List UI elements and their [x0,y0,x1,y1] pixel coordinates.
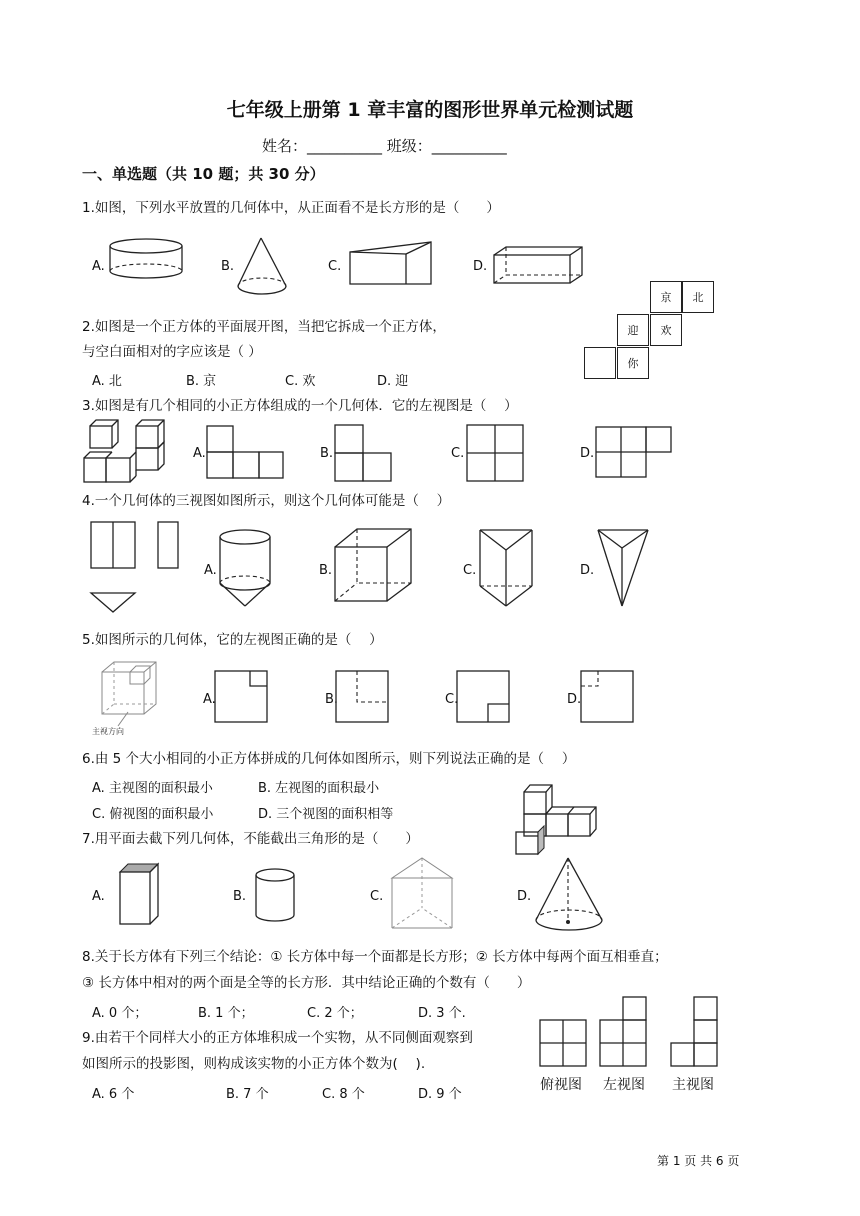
net-cell: 欢 [650,314,682,346]
q2-option-a: A. 北 [92,374,122,389]
q2-option-c: C. 欢 [285,374,316,389]
q4-pyramid [596,528,652,610]
q7-option-b: B. [233,889,247,904]
q7-option-a: A. [92,889,105,904]
q4-option-d: D. [580,563,595,578]
q9-stem-line1: 9.由若干个同样大小的正方体堆积成一个实物，从不同侧面观察到 [82,1030,473,1046]
q5-option-d: D. [567,692,582,707]
net-cell: 北 [682,281,714,313]
q8-option-d: D. 3 个. [418,1006,466,1021]
q3-cubes-figure [82,418,172,488]
q5-view-b [335,670,391,724]
q5-view-a [214,670,270,724]
q2-option-b: B. 京 [186,374,217,389]
q9-stem-line2: 如图所示的投影图，则构成该实物的小正方体个数为( ). [82,1056,426,1072]
q8-stem-line2: ③ 长方体中相对的两个面是全等的长方形．其中结论正确的个数有（ ） [82,975,531,991]
q7-option-c: C. [370,889,384,904]
q6-option-d: D. 三个视图的面积相等 [258,807,394,822]
q9-option-d: D. 9 个 [418,1087,462,1102]
q5-view-d [580,670,636,724]
q7-cylinder [254,868,300,926]
q3-option-d: D. [580,446,595,461]
q4-option-b: B. [319,563,333,578]
q1-cylinder-figure [108,238,188,288]
q5-option-a: A. [203,692,216,707]
q1-option-c: C. [328,259,342,274]
q3-view-a [206,425,286,481]
q4-triangular-prism [478,528,538,610]
q3-view-d [595,426,675,480]
q4-three-views [88,520,184,615]
q9-projection-views [538,992,723,1070]
q8-option-b: B. 1 个； [198,1006,254,1021]
q5-view-direction-caption: 主视方向 [92,727,124,736]
q6-stem: 6.由 5 个大小相同的小正方体拼成的几何体如图所示，则下列说法正确的是（ ） [82,751,576,767]
q6-option-a: A. 主视图的面积最小 [92,781,213,796]
q1-option-d: D. [473,259,488,274]
q4-option-c: C. [463,563,477,578]
q9-option-c: C. 8 个 [322,1087,365,1102]
q1-cone-figure [236,236,296,300]
q7-cuboid [114,860,164,930]
q1-option-a: A. [92,259,105,274]
q9-option-a: A. 6 个 [92,1087,135,1102]
q7-triangular-prism [388,856,460,936]
net-cell-blank [584,347,616,379]
q1-stem: 1.如图，下列水平放置的几何体中，从正面看不是长方形的是（ ） [82,200,500,216]
q8-option-a: A. 0 个； [92,1006,148,1021]
section-heading: 一、单选题（共 10 题；共 30 分） [82,165,325,183]
net-cell: 你 [617,347,649,379]
q5-figure [96,656,166,726]
q1-prism-figure [346,240,436,290]
q2-option-d: D. 迎 [377,374,409,389]
q9-front-view-label: 主视图 [672,1077,714,1093]
q3-option-c: C. [451,446,465,461]
q4-cylinder-cone [215,528,285,610]
q7-stem: 7.用平面去截下列几何体，不能截出三角形的是（ ） [82,831,419,847]
q5-option-b: B. [325,692,339,707]
q3-option-a: A. [193,446,206,461]
q2-stem-line2: 与空白面相对的字应该是（ ） [82,344,262,360]
q9-top-view-label: 俯视图 [540,1077,582,1093]
q6-option-b: B. 左视图的面积最小 [258,781,380,796]
name-class-line: 姓名：__________ 班级：__________ [262,137,507,155]
page-number: 第 1 页 共 6 页 [657,1154,740,1168]
q4-cube [333,527,423,607]
q1-cuboid-figure [492,245,587,287]
q4-stem: 4.一个几何体的三视图如图所示，则这个几何体可能是（ ） [82,493,451,509]
q6-option-c: C. 俯视图的面积最小 [92,807,214,822]
q9-option-b: B. 7 个 [226,1087,269,1102]
q9-left-view-label: 左视图 [603,1077,645,1093]
page-title: 七年级上册第 1 章丰富的图形世界单元检测试题 [226,99,634,121]
q3-view-c [466,424,526,482]
net-cell: 京 [650,281,682,313]
q1-option-b: B. [221,259,235,274]
q6-cubes-figure [512,780,604,860]
q3-stem: 3.如图是有几个相同的小正方体组成的一个几何体．它的左视图是（ ） [82,398,518,414]
q5-view-c [456,670,512,724]
q7-option-d: D. [517,889,532,904]
q7-cone [532,856,612,936]
q3-view-b [334,424,394,482]
q5-option-c: C. [445,692,459,707]
q2-stem-line1: 2.如图是一个正方体的平面展开图，当把它拆成一个正方体， [82,319,446,335]
net-cell: 迎 [617,314,649,346]
q8-option-c: C. 2 个； [307,1006,363,1021]
q5-stem: 5.如图所示的几何体，它的左视图正确的是（ ） [82,632,383,648]
q4-option-a: A. [204,563,217,578]
q8-stem-line1: 8.关于长方体有下列三个结论：① 长方体中每一个面都是长方形；② 长方体中每两个面互相垂直； [82,949,668,965]
q3-option-b: B. [320,446,334,461]
